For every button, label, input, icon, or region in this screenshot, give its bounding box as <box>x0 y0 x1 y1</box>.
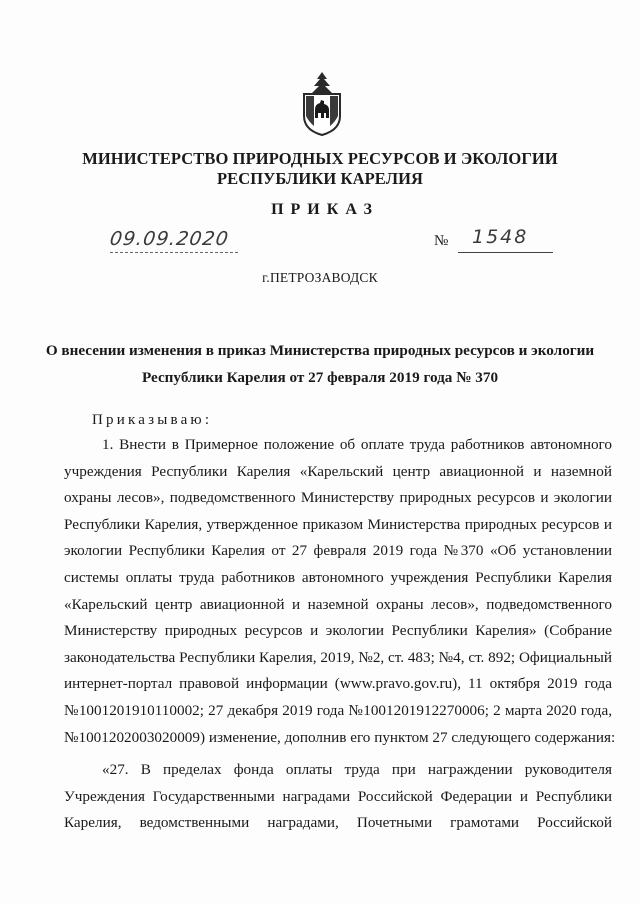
document-type: ПРИКАЗ <box>271 201 379 218</box>
order-directive: Приказываю: <box>92 412 213 428</box>
karelia-coat-of-arms-icon <box>300 70 344 136</box>
body-line: «Карельский центр авиационной и наземной охраны лесов», подведомственного <box>64 595 612 613</box>
body-line: №1001202003020009) изменение, дополнив его пунктом 27 следующего содержания: <box>64 728 616 746</box>
city-name: г.ПЕТРОЗАВОДСК <box>262 270 378 285</box>
number-underline <box>458 252 553 253</box>
subject-line1: О внесении изменения в приказ Министерства природных ресурсов и экологии <box>45 342 595 359</box>
body-line: Министерству природных ресурсов и экологии Республики Карелия» (Собрание <box>64 622 612 640</box>
body-line: №1001201910110002; 27 декабря 2019 года №1001201912270006; 2 марта 2020 года, <box>64 701 612 719</box>
handwritten-date: 09.09.2020 <box>108 228 231 250</box>
body-line: Карелия, ведомственными наградами, Почетными грамотами Российской <box>64 814 612 832</box>
number-sign: № <box>434 233 449 249</box>
body-line: 1. Внести в Примерное положение об оплате труда работников автономного <box>102 436 612 453</box>
date-underline <box>110 252 238 253</box>
body-line: системы оплаты труда работников автономного учреждения Республики Карелия <box>64 568 612 586</box>
handwritten-number: 1548 <box>472 226 529 248</box>
body-line: законодательства Республики Карелия, 2019, №2, ст. 483; №4, ст. 892; Официальный <box>64 648 612 666</box>
body-line: интернет-портал правовой информации (www.pravo.gov.ru), 11 октября 2019 года <box>64 675 612 693</box>
body-line: Республики Карелия, утвержденное приказом Министерства природных ресурсов и <box>64 515 612 533</box>
ministry-name-line1: МИНИСТЕРСТВО ПРИРОДНЫХ РЕСУРСОВ И ЭКОЛОГИИ <box>82 149 558 168</box>
body-line: экологии Республики Карелия от 27 февраля 2019 года №370 «Об установлении <box>64 542 612 560</box>
body-line: охраны лесов», подведомственного Министерству природных ресурсов и экологии <box>64 489 612 507</box>
body-text <box>64 432 616 837</box>
body-line: учреждения Республики Карелия «Карельский центр авиационной и наземной <box>64 462 612 480</box>
body-line: Учреждения Государственными наградами Российской Федерации и Республики <box>64 787 612 805</box>
subject-line2: Республики Карелия от 27 февраля 2019 года № 370 <box>141 369 499 386</box>
ministry-name-line2: РЕСПУБЛИКИ КАРЕЛИЯ <box>216 169 424 188</box>
body-line: «27. В пределах фонда оплаты труда при награждении руководителя <box>102 761 612 779</box>
